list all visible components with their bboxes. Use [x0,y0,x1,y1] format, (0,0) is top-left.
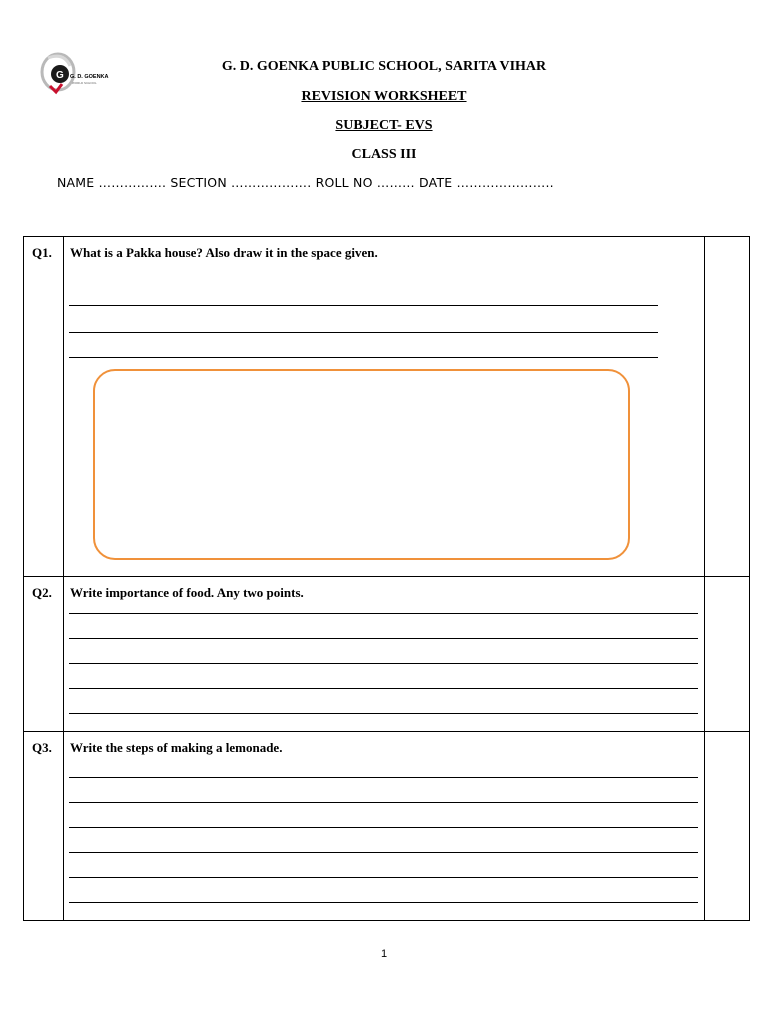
answer-line [69,688,698,689]
svg-text:G: G [56,70,64,81]
worksheet-title: REVISION WORKSHEET [301,89,467,104]
question-row [24,732,750,921]
question-number: Q3. [32,740,52,755]
page-number: 1 [380,948,388,960]
class-title: CLASS III [351,147,417,162]
marks-cell [705,237,750,577]
question-row [24,577,750,732]
question-number: Q1. [32,245,52,260]
answer-area[interactable] [64,732,704,920]
answer-line [69,663,698,664]
answer-line [69,357,658,358]
answer-line [69,305,658,306]
answer-line [69,613,698,614]
answer-line [69,852,698,853]
question-text: Write importance of food. Any two points. [70,585,304,600]
answer-area[interactable] [64,237,704,576]
marks-cell [705,577,750,732]
answer-line [69,902,698,903]
question-row [24,237,750,577]
question-text: Write the steps of making a lemonade. [70,740,283,755]
answer-line [69,877,698,878]
question-number: Q2. [32,585,52,600]
drawing-box[interactable] [93,369,630,560]
logo-subtext: WORLD SCHOOL [72,81,97,85]
marks-cell [705,732,750,921]
answer-line [69,713,698,714]
student-info-line: NAME ……………. SECTION ………………. ROLL NO ……… DATE ………………….. [57,175,554,190]
answer-line [69,802,698,803]
school-name: G. D. GOENKA PUBLIC SCHOOL, SARITA VIHAR [221,59,547,74]
question-text: What is a Pakka house? Also draw it in the space given. [70,245,378,260]
answer-area[interactable] [64,577,704,731]
logo-text: G. D. GOENKA [70,74,109,80]
subject-title: SUBJECT- EVS [335,118,433,133]
answer-line [69,827,698,828]
answer-line [69,638,698,639]
questions-table [23,236,750,921]
answer-line [69,332,658,333]
answer-line [69,777,698,778]
